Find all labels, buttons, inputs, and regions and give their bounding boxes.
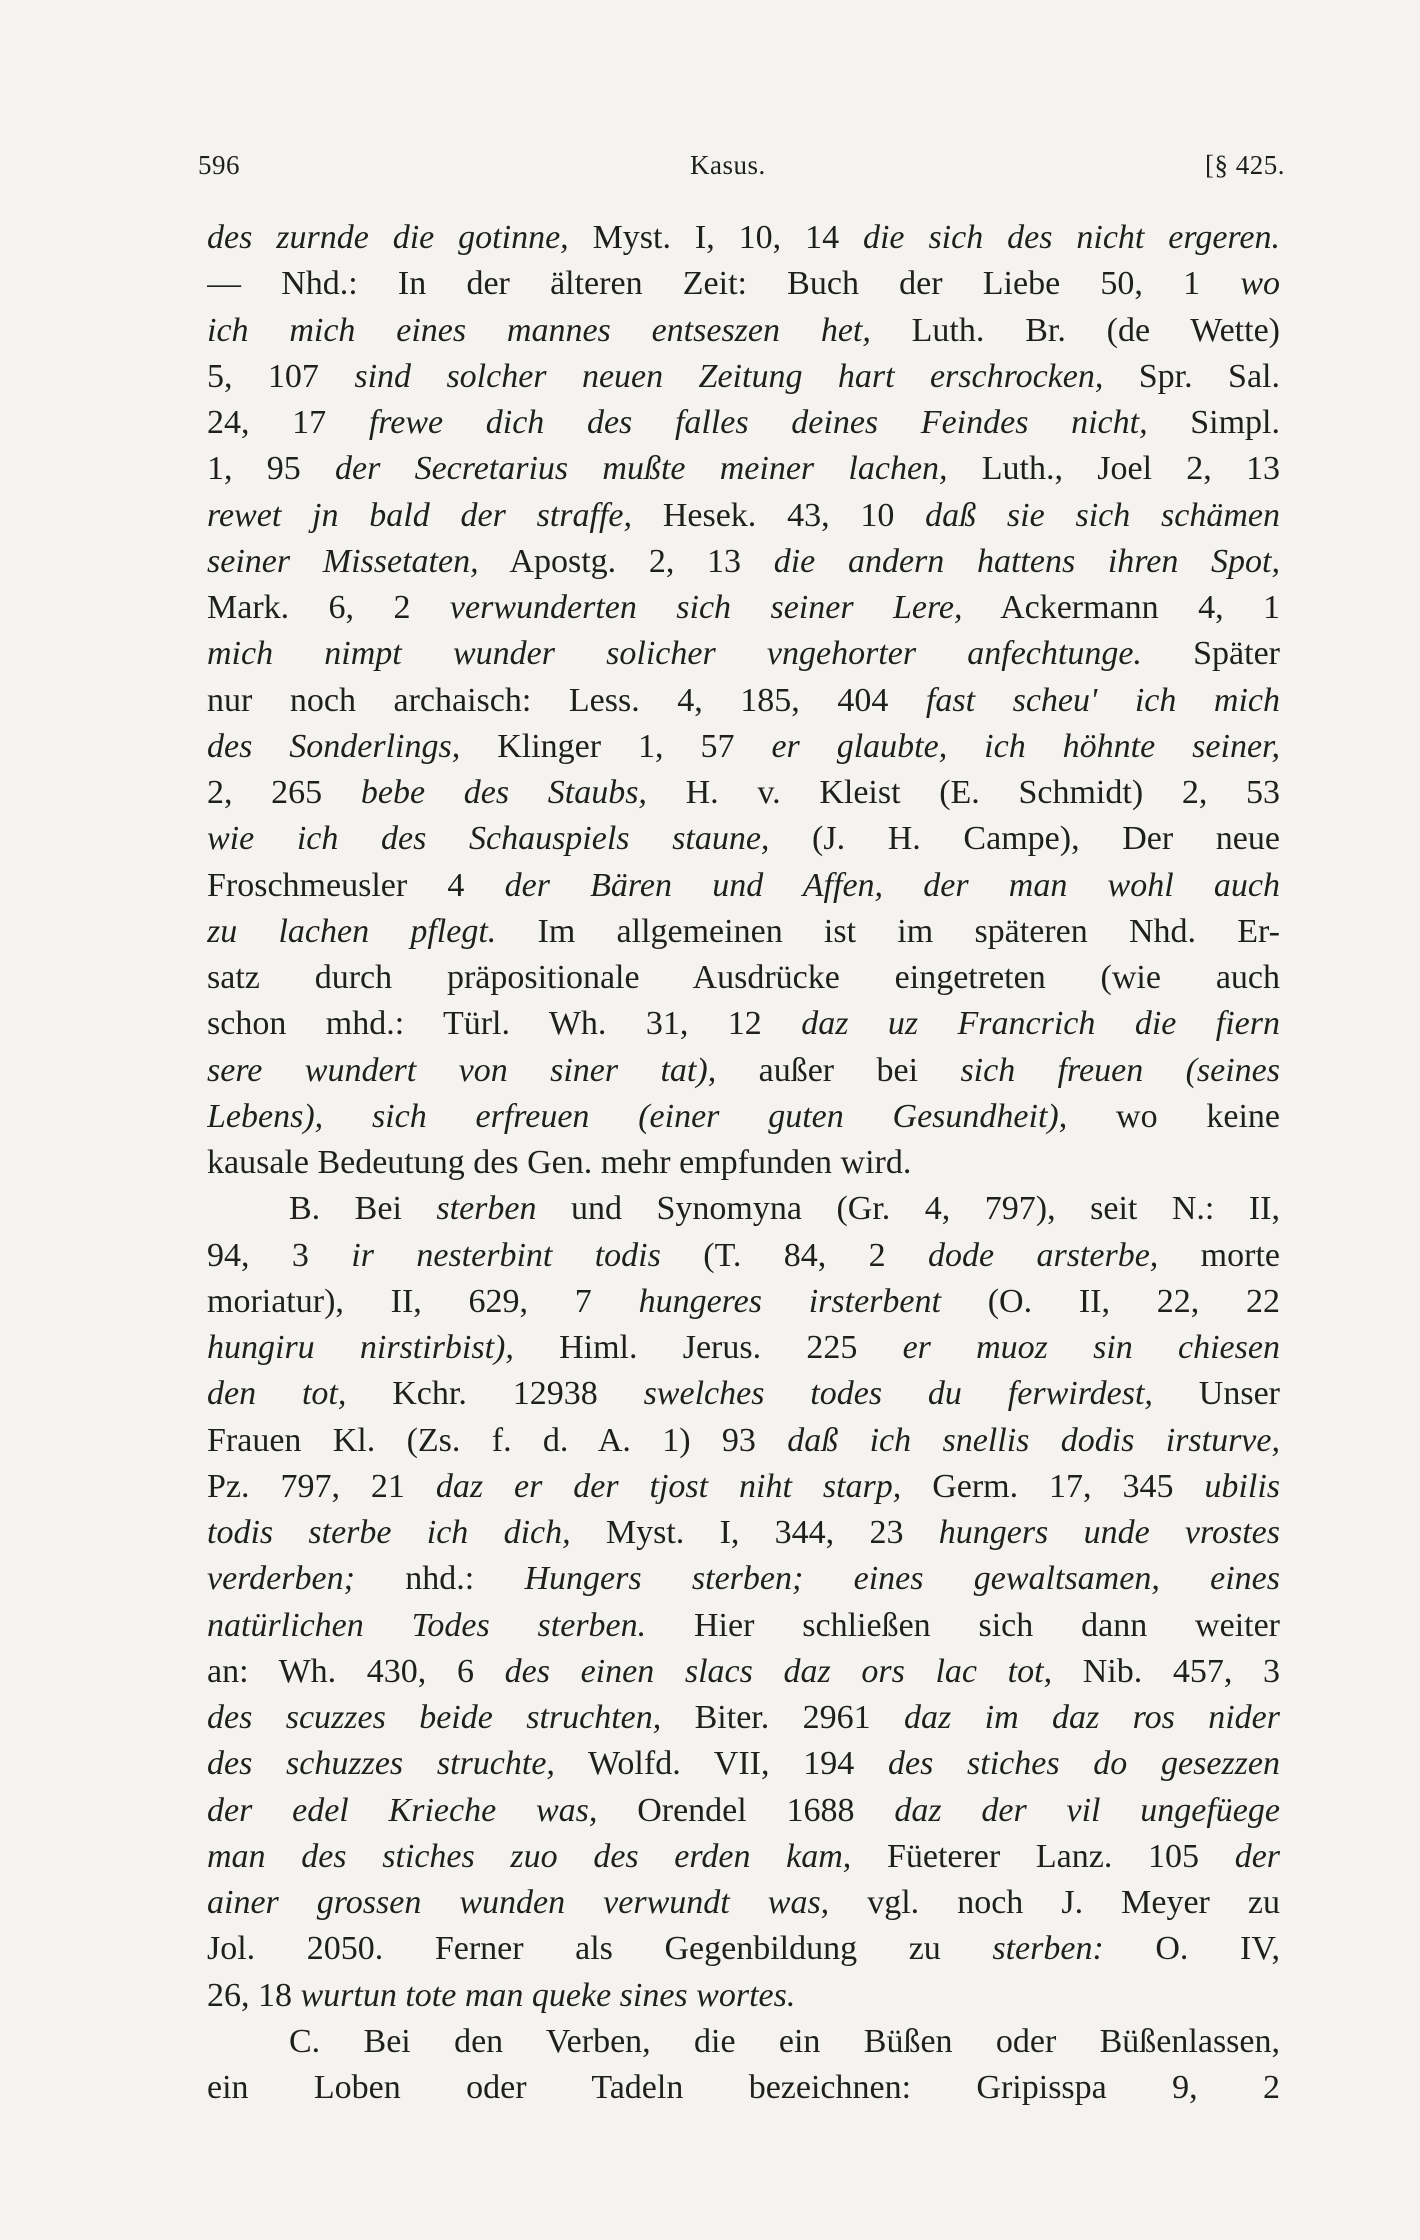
text-line bbox=[207, 215, 1280, 261]
italic-quote: verderben; bbox=[207, 1560, 355, 1598]
text-segment: Myst. I, 344, 23 bbox=[570, 1514, 939, 1551]
italic-quote: dode arsterbe, bbox=[927, 1236, 1159, 1274]
text-segment: Luth. Br. (de Wette) bbox=[870, 311, 1280, 349]
text-line bbox=[207, 1603, 1280, 1649]
text-segment: — Nhd.: In der älteren Zeit: Buch der Liebe 50, 1 bbox=[207, 265, 1241, 303]
text-line bbox=[207, 1556, 1280, 1602]
text-segment: moriatur), II, 629, 7 bbox=[207, 1282, 639, 1320]
text-segment: Nib. 457, 3 bbox=[1052, 1652, 1280, 1690]
italic-quote: ir nesterbint todis bbox=[351, 1236, 661, 1274]
italic-quote: bebe des Staubs, bbox=[360, 774, 647, 811]
italic-quote: daz uz Francrich die fiern bbox=[801, 1005, 1280, 1043]
text-line bbox=[207, 816, 1280, 862]
italic-quote: fast scheu' ich mich bbox=[925, 681, 1280, 719]
text-segment: Spr. Sal. bbox=[1103, 357, 1280, 395]
text-line bbox=[207, 1048, 1280, 1094]
italic-quote: sind solcher neuen Zeitung hart erschrocken, bbox=[354, 357, 1104, 395]
text-segment: Luth., Joel 2, 13 bbox=[947, 450, 1280, 488]
text-segment: Kchr. 12938 bbox=[346, 1375, 644, 1413]
text-segment: Pz. 797, 21 bbox=[207, 1467, 436, 1505]
text-line bbox=[207, 1788, 1280, 1834]
italic-quote: natürlichen Todes sterben. bbox=[207, 1606, 647, 1644]
italic-quote: daz der vil ungefüege bbox=[894, 1791, 1280, 1829]
text-segment: Germ. 17, 345 bbox=[901, 1467, 1205, 1505]
text-segment: Simpl. bbox=[1147, 404, 1280, 441]
italic-quote: sich freuen (seines bbox=[960, 1051, 1280, 1089]
italic-quote: des scuzzes beide struchten, bbox=[207, 1699, 662, 1736]
italic-quote: wo bbox=[1240, 265, 1280, 303]
text-segment: Füeterer Lanz. 105 bbox=[851, 1837, 1235, 1875]
text-line bbox=[207, 909, 1280, 955]
text-segment: 1, 95 bbox=[207, 450, 335, 488]
italic-quote: hungeres irsterbent bbox=[638, 1282, 941, 1320]
italic-quote: verwunderten sich seiner Lere, bbox=[449, 589, 963, 626]
text-segment: C. Bei den Verben, die ein Büßen oder Büßenlassen, bbox=[289, 2022, 1280, 2060]
italic-quote: daß sie sich schämen bbox=[925, 496, 1280, 534]
text-line bbox=[207, 1233, 1280, 1279]
italic-quote: den tot, bbox=[207, 1375, 347, 1413]
text-segment: Mark. 6, 2 bbox=[207, 589, 450, 626]
italic-quote: Lebens), sich erfreuen (einer guten Gesundheit), bbox=[207, 1097, 1068, 1135]
text-segment: Orendel 1688 bbox=[597, 1791, 895, 1829]
text-line bbox=[207, 2065, 1280, 2111]
text-segment: (J. H. Campe), Der neue bbox=[769, 820, 1280, 858]
text-segment: Hier schließen sich dann weiter bbox=[646, 1606, 1280, 1644]
text-segment: 94, 3 bbox=[207, 1236, 352, 1274]
text-segment: O. IV, bbox=[1103, 1930, 1280, 1968]
text-segment: morte bbox=[1158, 1236, 1280, 1274]
text-line bbox=[207, 1926, 1280, 1972]
text-line bbox=[207, 1418, 1280, 1464]
text-segment: Ackermann 4, 1 bbox=[962, 589, 1280, 626]
text-segment: (O. II, 22, 22 bbox=[940, 1282, 1280, 1320]
text-line bbox=[207, 1186, 1280, 1232]
text-segment: H. v. Kleist (E. Schmidt) 2, 53 bbox=[646, 774, 1280, 811]
italic-quote: zu lachen pflegt. bbox=[207, 912, 497, 950]
italic-quote: der Secretarius mußte meiner lachen, bbox=[335, 450, 948, 488]
text-segment: 2, 265 bbox=[207, 774, 361, 811]
text-line bbox=[207, 585, 1280, 631]
text-line bbox=[207, 1371, 1280, 1417]
text-segment: B. Bei bbox=[289, 1190, 437, 1228]
text-line bbox=[207, 1695, 1280, 1741]
italic-quote: des schuzzes struchte, bbox=[207, 1745, 555, 1783]
text-line bbox=[207, 261, 1280, 307]
text-segment: wo keine bbox=[1067, 1097, 1280, 1135]
italic-quote: des Sonderlings, bbox=[207, 727, 461, 765]
text-segment: nur noch archaisch: Less. 4, 185, 404 bbox=[207, 681, 926, 719]
text-line bbox=[207, 539, 1280, 585]
text-segment: Apostg. 2, 13 bbox=[478, 542, 774, 580]
text-line bbox=[207, 1649, 1280, 1695]
italic-quote: todis sterbe ich dich, bbox=[207, 1514, 571, 1551]
italic-quote: er glaubte, ich höhnte seiner, bbox=[771, 727, 1280, 765]
text-line bbox=[207, 678, 1280, 724]
text-line bbox=[207, 308, 1280, 354]
text-line bbox=[207, 770, 1280, 816]
text-line bbox=[207, 1464, 1280, 1510]
text-segment: kausale Bedeutung des Gen. mehr empfunden wird. bbox=[207, 1144, 912, 1181]
text-line bbox=[207, 1510, 1280, 1556]
text-segment: ein Loben oder Tadeln bezeichnen: Gripisspa 9, 2 bbox=[207, 2069, 1280, 2106]
text-segment: Wolfd. VII, 194 bbox=[554, 1745, 888, 1783]
text-segment: (T. 84, 2 bbox=[660, 1236, 928, 1274]
text-segment: nhd.: bbox=[354, 1560, 525, 1598]
italic-quote: mich nimpt wunder solicher vngehorter anfechtunge. bbox=[207, 635, 1142, 673]
italic-quote: sterben: bbox=[992, 1930, 1104, 1968]
italic-quote: frewe dich des falles deines Feindes nicht, bbox=[368, 404, 1148, 441]
text-segment: 5, 107 bbox=[207, 357, 355, 395]
text-line bbox=[207, 1741, 1280, 1787]
text-segment: und Synomyna (Gr. 4, 797), seit N.: II, bbox=[536, 1190, 1280, 1228]
text-line bbox=[207, 1325, 1280, 1371]
italic-quote: der edel Krieche was, bbox=[207, 1791, 598, 1829]
text-segment: an: Wh. 430, 6 bbox=[207, 1652, 505, 1690]
running-title: Kasus. bbox=[690, 150, 766, 180]
italic-quote: swelches todes du ferwirdest, bbox=[643, 1375, 1153, 1413]
text-segment: Jol. 2050. Ferner als Gegenbildung zu bbox=[207, 1930, 993, 1968]
text-segment: 24, 17 bbox=[207, 404, 369, 441]
italic-quote: Hungers sterben; eines gewaltsamen, eines bbox=[524, 1560, 1280, 1598]
text-segment: Himl. Jerus. 225 bbox=[513, 1329, 903, 1366]
body-text bbox=[207, 215, 1280, 2111]
italic-quote: wie ich des Schauspiels staune, bbox=[207, 820, 770, 858]
italic-quote: hungiru nirstirbist), bbox=[207, 1329, 514, 1366]
text-line bbox=[207, 1279, 1280, 1325]
text-line bbox=[207, 1880, 1280, 1926]
italic-quote: daz im daz ros nider bbox=[904, 1699, 1280, 1736]
text-segment: Hesek. 43, 10 bbox=[632, 496, 926, 534]
text-segment: schon mhd.: Türl. Wh. 31, 12 bbox=[207, 1005, 802, 1043]
italic-quote: daz er der tjost niht starp, bbox=[435, 1467, 902, 1505]
text-line bbox=[207, 400, 1280, 446]
text-line bbox=[207, 354, 1280, 400]
text-segment: vgl. noch J. Meyer zu bbox=[829, 1884, 1280, 1921]
text-line bbox=[207, 955, 1280, 1001]
page-number: 596 bbox=[198, 150, 240, 180]
text-segment: Froschmeusler 4 bbox=[207, 866, 505, 904]
text-segment: Im allgemeinen ist im späteren Nhd. Er- bbox=[496, 912, 1280, 950]
italic-quote: seiner Missetaten, bbox=[207, 542, 479, 580]
italic-quote: hungers unde vrostes bbox=[938, 1514, 1280, 1551]
text-segment: satz durch präpositionale Ausdrücke eingetreten (wie auch bbox=[207, 959, 1280, 996]
text-line bbox=[207, 1973, 1280, 2019]
text-segment: außer bei bbox=[716, 1051, 961, 1089]
italic-quote: daß ich snellis dodis irsturve, bbox=[787, 1421, 1280, 1459]
italic-quote: der Bären und Affen, der man wohl auch bbox=[504, 866, 1280, 904]
italic-quote: man des stiches zuo des erden kam, bbox=[207, 1837, 852, 1875]
italic-quote: der bbox=[1234, 1837, 1280, 1875]
text-segment: Myst. I, 10, 14 bbox=[568, 219, 863, 256]
italic-quote: wurtun tote man queke sines wortes. bbox=[300, 1976, 796, 2014]
text-segment: Später bbox=[1141, 635, 1280, 673]
text-line bbox=[207, 493, 1280, 539]
italic-quote: des stiches do gesezzen bbox=[887, 1745, 1280, 1783]
italic-quote: ainer grossen wunden verwundt was, bbox=[207, 1884, 830, 1921]
text-line bbox=[207, 446, 1280, 492]
italic-quote: er muoz sin chiesen bbox=[902, 1329, 1280, 1366]
italic-quote: sere wundert von siner tat), bbox=[207, 1051, 717, 1089]
text-segment: Frauen Kl. (Zs. f. d. A. 1) 93 bbox=[207, 1421, 788, 1459]
text-line bbox=[207, 1094, 1280, 1140]
italic-quote: des zurnde die gotinne, bbox=[207, 219, 569, 256]
italic-quote: rewet jn bald der straffe, bbox=[207, 496, 633, 534]
italic-quote: ubilis bbox=[1204, 1467, 1280, 1505]
section-number: [§ 425. bbox=[1205, 150, 1285, 180]
text-line bbox=[207, 1001, 1280, 1047]
italic-quote: ich mich eines mannes entseszen het, bbox=[207, 311, 871, 349]
text-line bbox=[207, 863, 1280, 909]
text-segment: Klinger 1, 57 bbox=[460, 727, 772, 765]
text-segment: Unser bbox=[1152, 1375, 1280, 1413]
text-segment: 26, 18 bbox=[207, 1976, 301, 2014]
running-header bbox=[190, 150, 1285, 190]
text-line bbox=[207, 631, 1280, 677]
text-line bbox=[207, 2019, 1280, 2065]
italic-quote: des einen slacs daz ors lac tot, bbox=[504, 1652, 1053, 1690]
text-line bbox=[207, 1834, 1280, 1880]
text-segment: Biter. 2961 bbox=[661, 1699, 905, 1736]
italic-quote: die sich des nicht ergeren. bbox=[862, 219, 1280, 256]
italic-quote: sterben bbox=[436, 1190, 537, 1228]
text-line bbox=[207, 724, 1280, 770]
italic-quote: die andern hattens ihren Spot, bbox=[773, 542, 1280, 580]
text-line bbox=[207, 1140, 1280, 1186]
